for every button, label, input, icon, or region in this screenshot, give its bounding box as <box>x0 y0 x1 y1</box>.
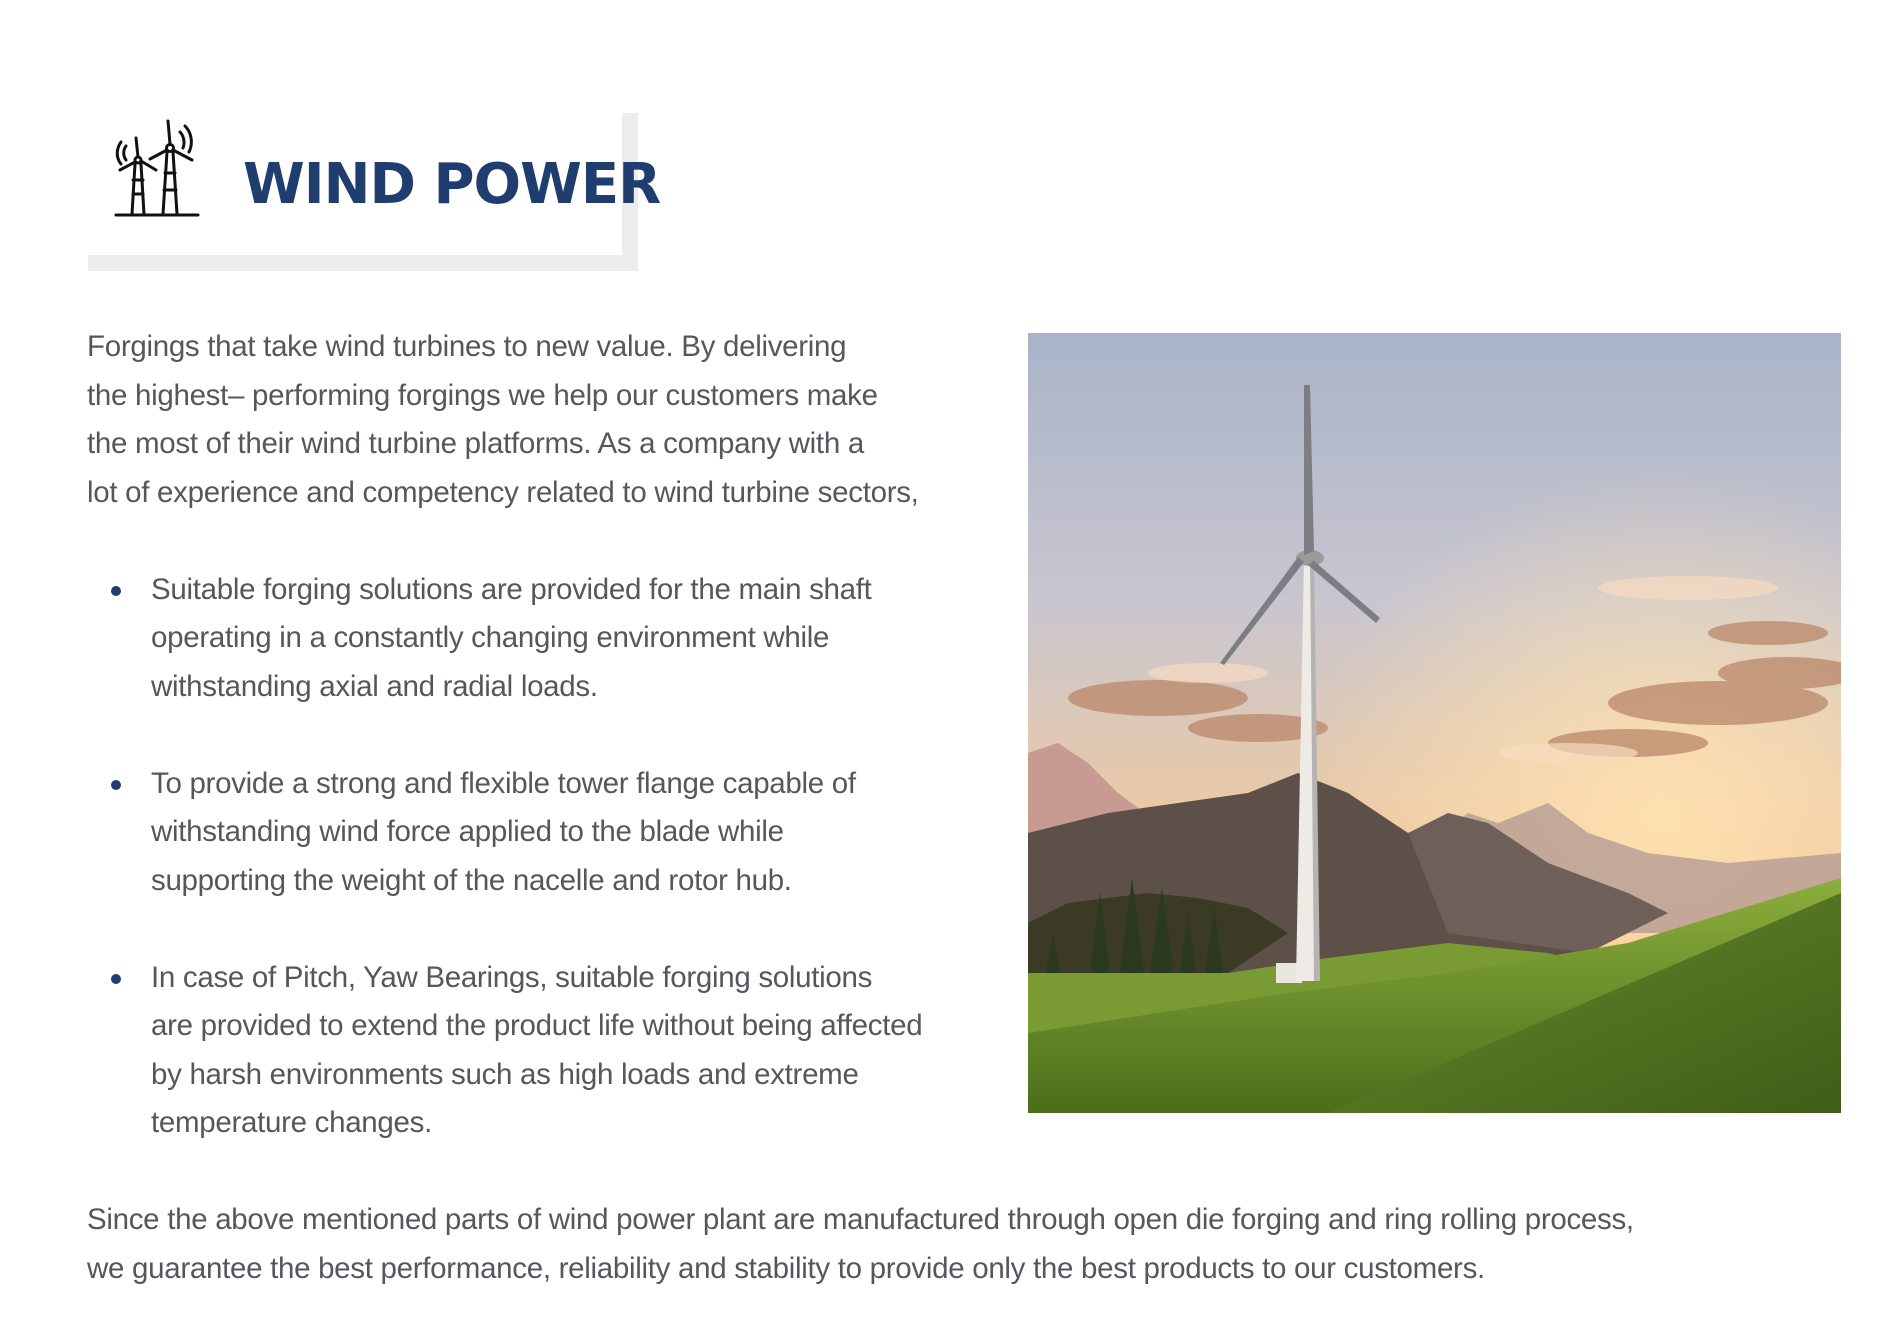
list-item-line: temperature changes. <box>151 1106 432 1139</box>
intro-line: lot of experience and competency related to wind turbine sectors, <box>87 475 919 509</box>
wind-turbines-icon <box>108 118 204 220</box>
list-item <box>87 760 1007 906</box>
closing-paragraph <box>87 1196 1634 1293</box>
list-item-line: operating in a constantly changing environment while <box>151 621 830 654</box>
intro-line: Forgings that take wind turbines to new value. By delivering <box>87 330 847 363</box>
intro-line: the most of their wind turbine platforms. As a company with a <box>87 427 864 460</box>
bullet-icon <box>111 974 121 984</box>
list-item-line: Suitable forging solutions are provided for the main shaft <box>151 572 872 606</box>
wind-turbine-landscape-photo <box>1028 333 1841 1113</box>
list-item-line: In case of Pitch, Yaw Bearings, suitable forging solutions <box>151 960 873 994</box>
list-item-line: withstanding wind force applied to the blade while <box>151 815 784 848</box>
bullet-icon <box>111 586 121 596</box>
text-column <box>87 323 1007 1196</box>
list-item-line: by harsh environments such as high loads and extreme <box>151 1057 859 1091</box>
list-item-line: supporting the weight of the nacelle and rotor hub. <box>151 863 792 897</box>
list-item <box>87 954 1007 1148</box>
list-item-line: withstanding axial and radial loads. <box>151 669 598 703</box>
feature-list <box>87 566 1007 1148</box>
list-item-line: To provide a strong and flexible tower flange capable of <box>151 766 856 800</box>
page-title: WIND POWER <box>243 152 661 217</box>
list-item-line: are provided to extend the product life without being affected <box>151 1009 923 1042</box>
closing-line: Since the above mentioned parts of wind power plant are manufactured through open die forging and ring rolling process, <box>87 1203 1634 1236</box>
intro-paragraph <box>87 323 1007 517</box>
list-item <box>87 566 1007 712</box>
bullet-icon <box>111 780 121 790</box>
intro-line: the highest– performing forgings we help our customers make <box>87 378 878 412</box>
closing-line: we guarantee the best performance, reliability and stability to provide only the best products to our customers. <box>87 1251 1485 1285</box>
